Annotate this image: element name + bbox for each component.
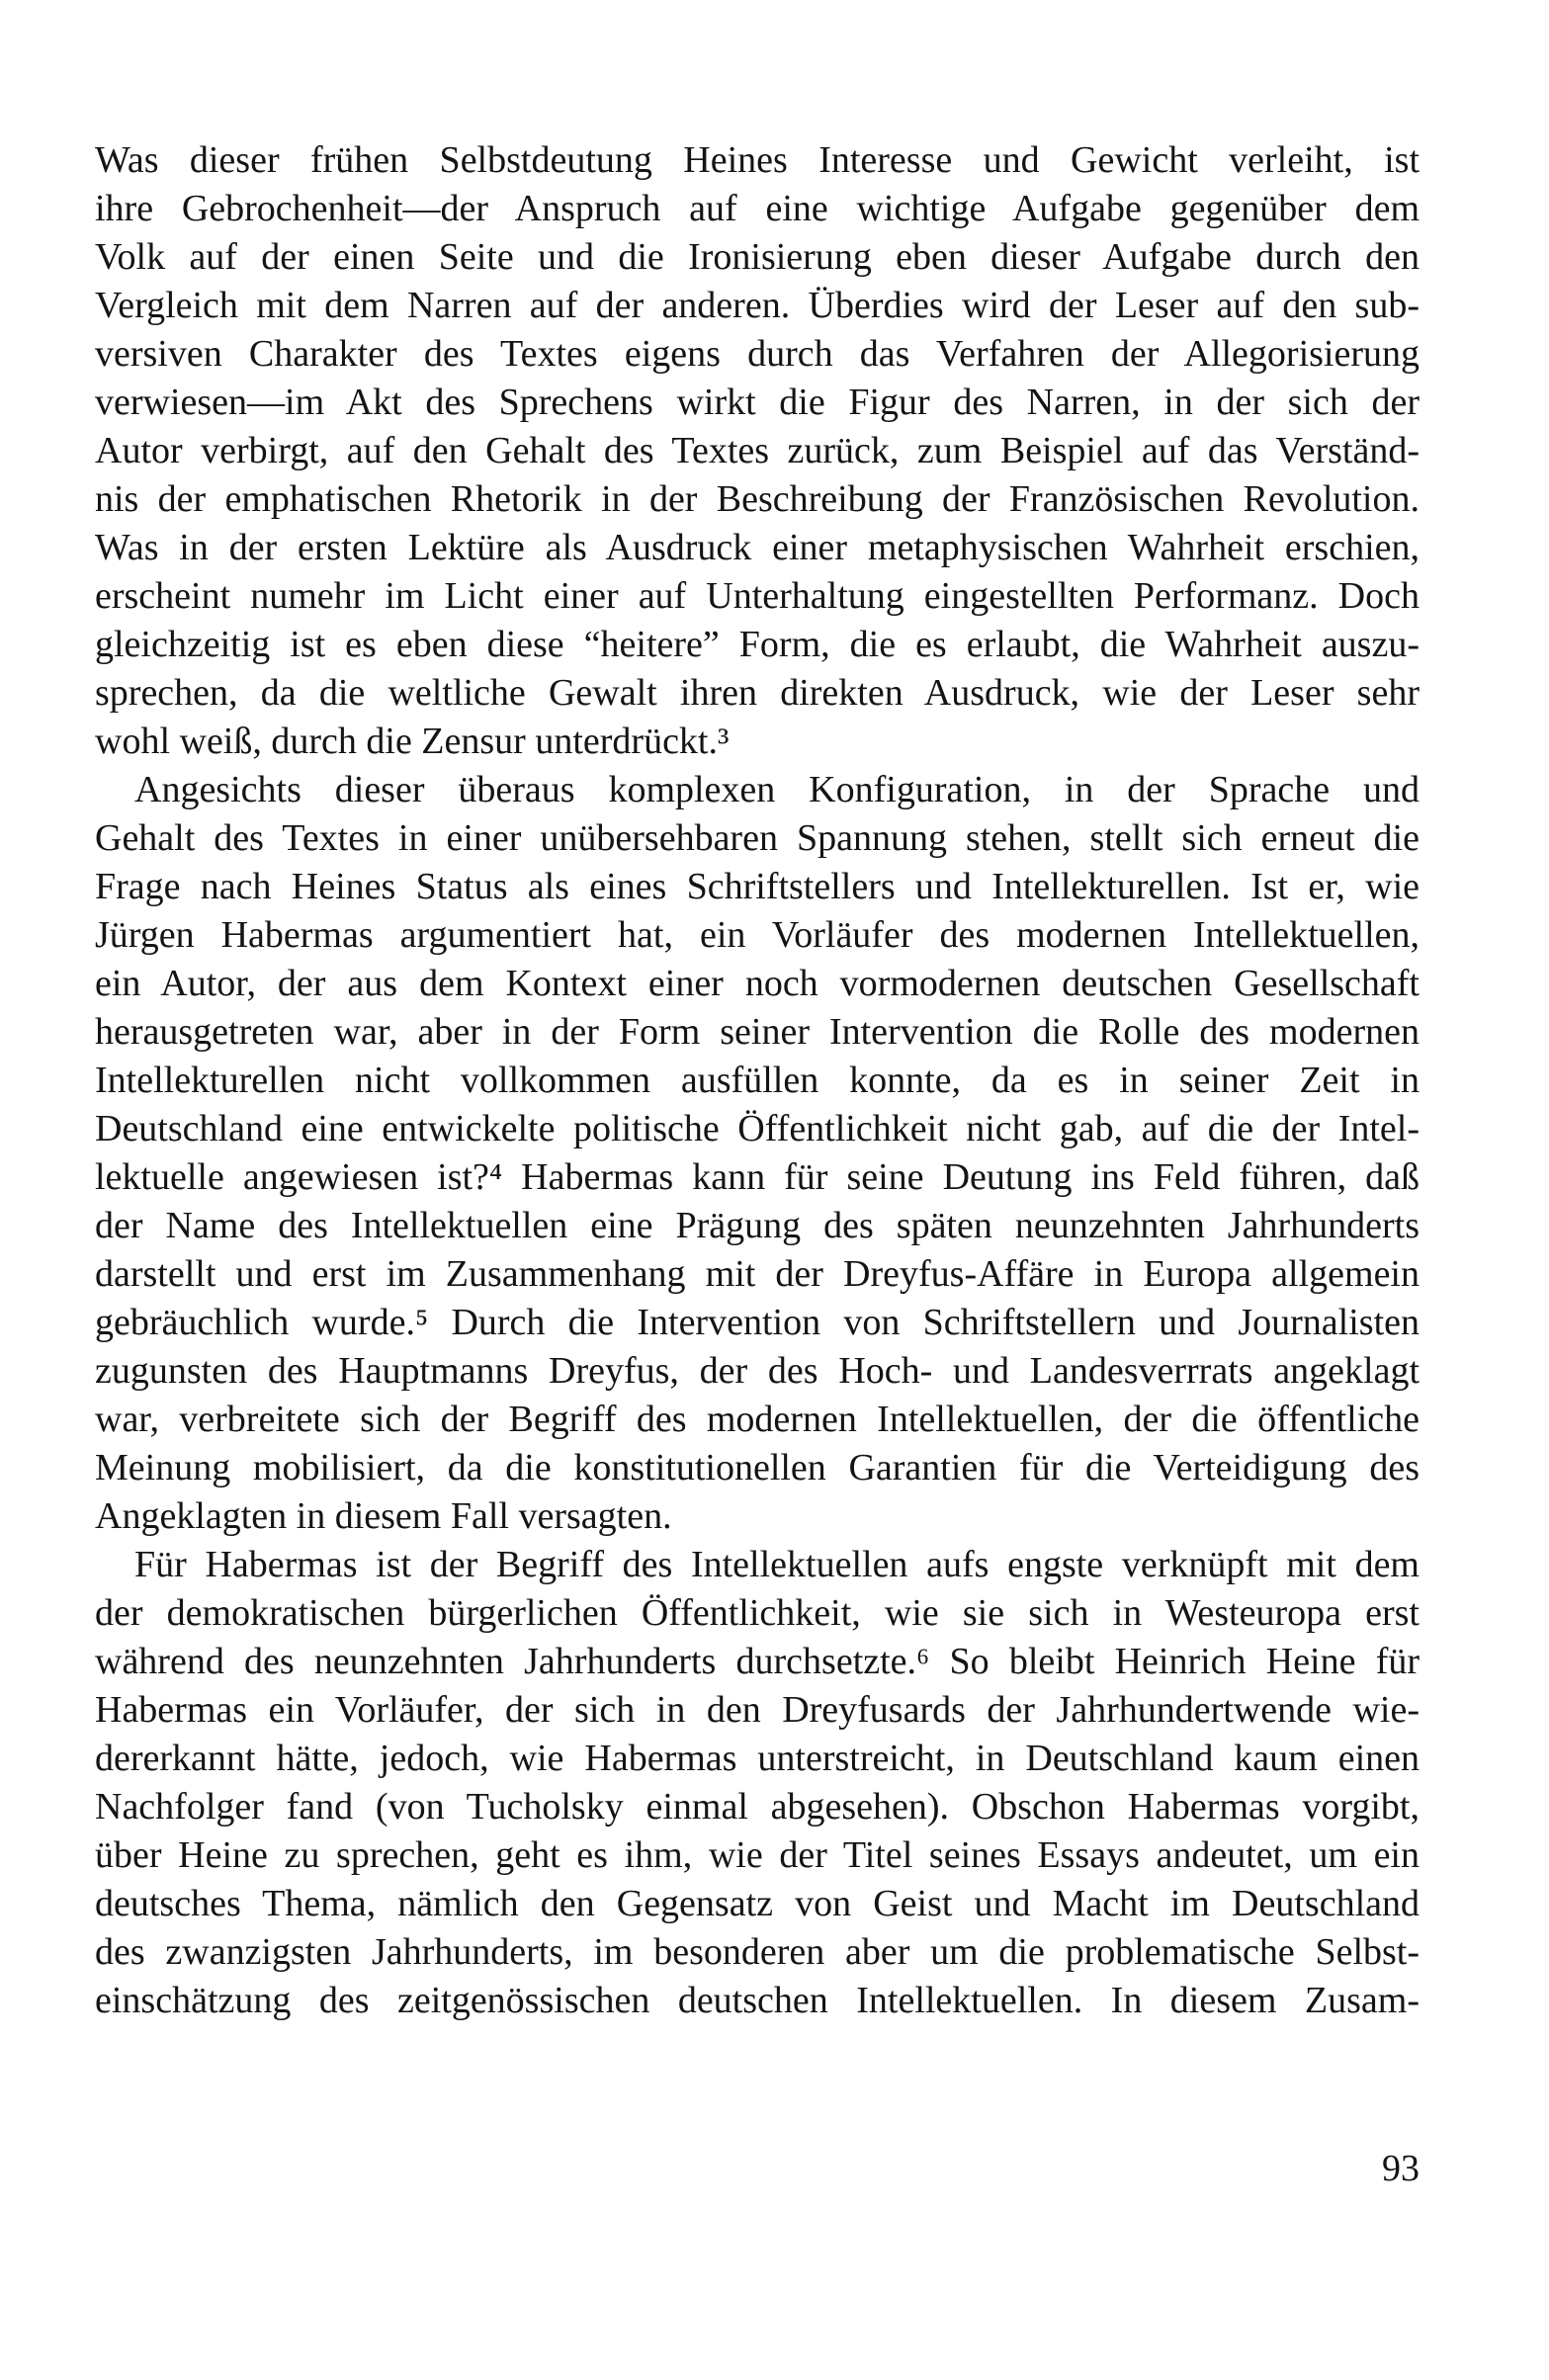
- text-line: Intellekturellen nicht vollkommen ausfüllen konnte, da es in seiner Zeit in: [95, 1060, 1420, 1101]
- text-line: sprechen, da die weltliche Gewalt ihren direkten Ausdruck, wie der Leser sehr: [95, 672, 1420, 714]
- text-line: versiven Charakter des Textes eigens durch das Verfahren der Allegorisierung: [95, 333, 1420, 375]
- paragraph-1: [95, 136, 1420, 766]
- text-line: Volk auf der einen Seite und die Ironisierung eben dieser Aufgabe durch den: [95, 236, 1420, 278]
- paragraph-3: [95, 1541, 1420, 2025]
- text-line: zugunsten des Hauptmanns Dreyfus, der des Hoch- und Landesverrrats angeklagt: [95, 1350, 1420, 1392]
- text-line: nis der emphatischen Rhetorik in der Beschreibung der Französischen Revolution.: [95, 478, 1420, 520]
- text-line: Jürgen Habermas argumentiert hat, ein Vorläufer des modernen Intellektuellen,: [95, 914, 1420, 956]
- paragraph-2: [95, 766, 1420, 1541]
- text-line: Angeklagten in diesem Fall versagten.: [95, 1495, 672, 1537]
- text-line: Autor verbirgt, auf den Gehalt des Textes zurück, zum Beispiel auf das Verständ-: [95, 430, 1420, 471]
- text-line: darstellt und erst im Zusammenhang mit der Dreyfus-Affäre in Europa allgemein: [95, 1253, 1420, 1295]
- text-line: einschätzung des zeitgenössischen deutschen Intellektuellen. In diesem Zusam-: [95, 1980, 1420, 2021]
- text-line: Was in der ersten Lektüre als Ausdruck einer metaphysischen Wahrheit erschien,: [95, 527, 1420, 568]
- text-line: gebräuchlich wurde.⁵ Durch die Intervention von Schriftstellern und Journalisten: [95, 1302, 1420, 1343]
- text-line: Was dieser frühen Selbstdeutung Heines Interesse und Gewicht verleiht, ist: [95, 139, 1420, 181]
- text-line: erscheint numehr im Licht einer auf Unterhaltung eingestellten Performanz. Doch: [95, 575, 1420, 617]
- text-line: der demokratischen bürgerlichen Öffentlichkeit, wie sie sich in Westeuropa erst: [95, 1592, 1420, 1634]
- text-line: Nachfolger fand (von Tucholsky einmal abgesehen). Obschon Habermas vorgibt,: [95, 1786, 1420, 1828]
- body-text: [95, 136, 1420, 2025]
- page-number: 93: [1382, 2148, 1420, 2189]
- text-line: dererkannt hätte, jedoch, wie Habermas unterstreicht, in Deutschland kaum einen: [95, 1738, 1420, 1779]
- text-line: des zwanzigsten Jahrhunderts, im besonderen aber um die problematische Selbst-: [95, 1931, 1420, 1973]
- text-line: Für Habermas ist der Begriff des Intellektuellen aufs engste verknüpft mit dem: [134, 1544, 1420, 1585]
- text-line: Habermas ein Vorläufer, der sich in den Dreyfusards der Jahrhundertwende wie-: [95, 1689, 1420, 1731]
- text-line: verwiesen—im Akt des Sprechens wirkt die Figur des Narren, in der sich der: [95, 382, 1420, 423]
- text-line: Vergleich mit dem Narren auf der anderen. Überdies wird der Leser auf den sub-: [95, 285, 1420, 326]
- text-line: ein Autor, der aus dem Kontext einer noch vormodernen deutschen Gesellschaft: [95, 963, 1420, 1004]
- text-line: ihre Gebrochenheit—der Anspruch auf eine wichtige Aufgabe gegenüber dem: [95, 188, 1420, 229]
- text-line: Deutschland eine entwickelte politische Öffentlichkeit nicht gab, auf die der Intel-: [95, 1108, 1420, 1149]
- text-line: wohl weiß, durch die Zensur unterdrückt.³: [95, 721, 730, 762]
- text-line: lektuelle angewiesen ist?⁴ Habermas kann für seine Deutung ins Feld führen, daß: [95, 1156, 1420, 1198]
- text-line: Gehalt des Textes in einer unübersehbaren Spannung stehen, stellt sich erneut die: [95, 817, 1420, 859]
- text-line: war, verbreitete sich der Begriff des modernen Intellektuellen, der die öffentliche: [95, 1399, 1420, 1440]
- text-line: während des neunzehnten Jahrhunderts durchsetzte.⁶ So bleibt Heinrich Heine für: [95, 1641, 1420, 1682]
- text-line: herausgetreten war, aber in der Form seiner Intervention die Rolle des modernen: [95, 1011, 1420, 1053]
- text-line: Frage nach Heines Status als eines Schriftstellers und Intellekturellen. Ist er, wie: [95, 866, 1420, 907]
- text-line: deutsches Thema, nämlich den Gegensatz von Geist und Macht im Deutschland: [95, 1883, 1420, 1924]
- text-line: Meinung mobilisiert, da die konstitutionellen Garantien für die Verteidigung des: [95, 1447, 1420, 1488]
- text-line: der Name des Intellektuellen eine Prägung des späten neunzehnten Jahrhunderts: [95, 1205, 1420, 1246]
- text-line: über Heine zu sprechen, geht es ihm, wie der Titel seines Essays andeutet, um ein: [95, 1834, 1420, 1876]
- text-line: Angesichts dieser überaus komplexen Konfiguration, in der Sprache und: [134, 769, 1420, 810]
- text-line: gleichzeitig ist es eben diese “heitere” Form, die es erlaubt, die Wahrheit auszu-: [95, 624, 1420, 665]
